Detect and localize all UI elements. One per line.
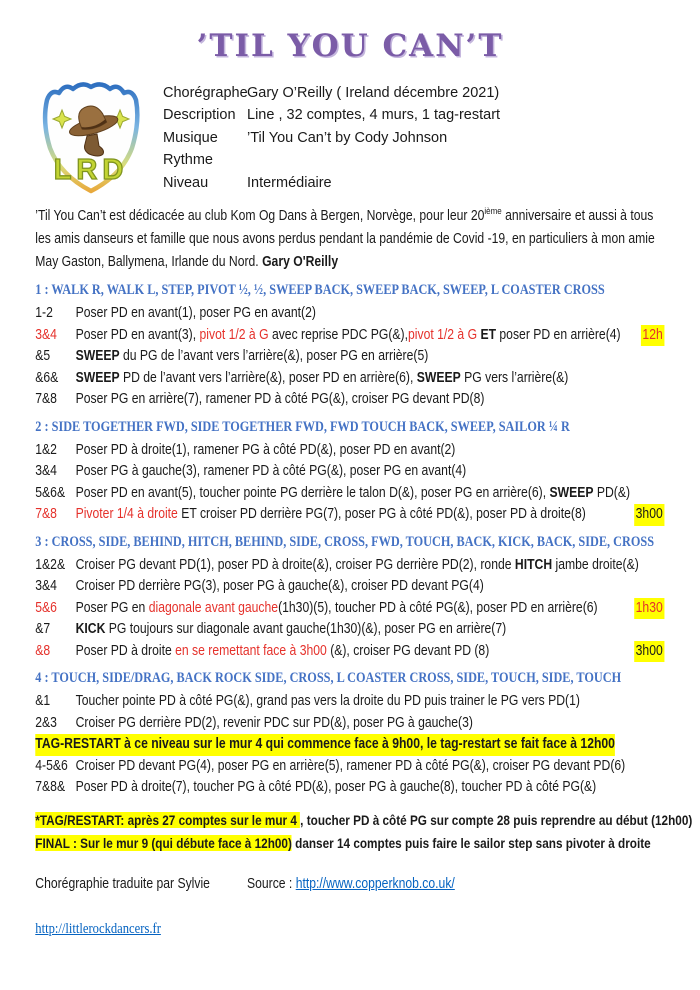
section-header: 3 : CROSS, SIDE, BEHIND, HITCH, BEHIND, SIDE, CROSS, FWD, TOUCH, BACK, KICK, BACK, SIDE, CROSS	[35, 533, 655, 550]
step-row	[35, 777, 664, 799]
text-run: PG toujours sur diagonale avant gauche(1h30)(&), poser PG en arrière(7)	[105, 621, 507, 637]
count-label: 3&4	[35, 463, 57, 479]
text-run: ET	[480, 326, 497, 343]
step-row	[35, 555, 664, 577]
count-label: 1&2&	[35, 556, 66, 573]
text-run: KICK	[75, 621, 106, 637]
meta-value: ’Til You Can’t by Cody Johnson	[247, 129, 448, 146]
text-run: avec reprise PDC PG(&),	[268, 326, 409, 343]
source-line	[247, 873, 455, 895]
meta-label: Rythme	[163, 152, 213, 169]
text-run: PD de l’avant vers l’arrière(&), poser PD en arrière(6),	[119, 369, 417, 386]
dance-section	[35, 418, 664, 526]
text-run: (&), croiser PG devant PD (8)	[326, 642, 490, 659]
section-header: 4 : TOUCH, SIDE/DRAG, BACK ROCK SIDE, CROSS, L COASTER CROSS, SIDE, TOUCH, SIDE, TOUCH	[35, 670, 622, 686]
meta-row	[163, 149, 500, 171]
count-label: 3&4	[35, 326, 57, 343]
text-run: jambe droite(&)	[552, 556, 639, 573]
count-label: 3&4	[35, 578, 57, 594]
text-run: Poser PG à gauche(3), ramener PD à côté PG(&), poser PG en avant(4)	[75, 463, 467, 479]
text-run: diagonale avant gauche	[148, 599, 279, 616]
count-label: &5	[35, 348, 51, 364]
step-text	[76, 389, 485, 411]
meta-value: Intermédiaire	[247, 174, 332, 191]
meta-row	[163, 82, 500, 104]
text-run: SWEEP	[549, 484, 594, 501]
step-row	[35, 641, 664, 663]
count-label: 7&8&	[35, 779, 66, 795]
text-run: ’Til You Can’t est dédicacée au club Kom Og Dans à Bergen, Norvège, pour leur 20	[35, 208, 485, 224]
dance-section	[35, 533, 664, 663]
facing-cue: 1h30	[634, 598, 664, 620]
text-run: Poser PD en avant(1), poser PG en avant(2)	[75, 305, 316, 321]
text-run: Toucher pointe PD à côté PG(&), grand pas vers la droite du PD puis trainer le PG vers PD(1)	[75, 693, 580, 709]
text-run: Poser PG en arrière(7), ramener PD à côté PG(&), croiser PG devant PD(8)	[75, 391, 485, 407]
text-run: , toucher PD à côté PG sur compte 28 puis reprendre au début (12h00)	[300, 811, 693, 828]
step-row	[35, 368, 664, 390]
text-run: PG vers l’arrière(&)	[460, 369, 569, 386]
step-text	[76, 691, 580, 713]
step-text	[76, 756, 626, 778]
club-logo	[35, 80, 147, 199]
text-run: SWEEP	[75, 369, 120, 386]
count-label: 7&8	[35, 391, 57, 407]
littlerockdancers-link[interactable]: http://littlerockdancers.fr	[35, 920, 161, 937]
facing-cue: 12h	[641, 325, 665, 347]
step-text	[76, 641, 490, 663]
meta-table	[163, 80, 500, 199]
text-run: HITCH	[514, 556, 553, 573]
meta-label: Niveau	[163, 174, 209, 191]
step-row	[35, 440, 664, 462]
text-run: SWEEP	[75, 348, 120, 364]
step-text	[76, 619, 507, 641]
facing-cue: 3h00	[634, 641, 664, 663]
text-run: PD(&)	[593, 484, 631, 501]
text-run: Croiser PG derrière PD(2), revenir PDC sur PD(&), poser PG à gauche(3)	[75, 714, 473, 731]
source-label: Source :	[246, 875, 296, 892]
count-label: 1&2	[35, 441, 57, 458]
text-run: Poser PD à droite(1), ramener PG à côté PD(&), poser PD en avant(2)	[75, 441, 456, 458]
header-block	[35, 80, 665, 199]
dance-section	[35, 669, 664, 799]
count-label: &7	[35, 621, 51, 637]
meta-label: Chorégraphe	[163, 85, 248, 101]
text-run: anniversaire et aussi à tous les amis danseurs et famille que nous avons perdus pendant la pandémie de Covid -19, en particuliers à mon amie May Gaston, Ballymena, Irlande du Nord.	[35, 208, 655, 270]
logo-letters: LRD	[53, 154, 129, 186]
step-text	[76, 303, 316, 325]
step-text	[76, 346, 429, 368]
step-row	[35, 598, 664, 620]
count-label: 7&8	[35, 506, 57, 522]
step-text	[76, 598, 598, 620]
step-row	[35, 713, 664, 735]
step-text	[76, 461, 467, 483]
text-run: pivot 1/2 à G	[199, 326, 269, 343]
meta-value: Gary O’Reilly ( Ireland décembre 2021)	[247, 85, 500, 101]
meta-label: Musique	[163, 129, 218, 146]
note-text: TAG-RESTART à ce niveau sur le mur 4 qui commence face à 9h00, le tag-restart se fait face à 12h00	[35, 734, 615, 756]
step-row	[35, 389, 664, 411]
step-row	[35, 576, 664, 598]
text-run: Poser PD en avant(5), toucher pointe PG derrière le talon D(&), poser PG en arrière(6),	[75, 484, 550, 501]
step-row	[35, 346, 664, 368]
step-text	[76, 325, 621, 347]
step-row	[35, 303, 664, 325]
tag-restart-block	[35, 809, 693, 855]
step-text	[76, 576, 484, 598]
dedication-paragraph	[35, 205, 664, 274]
step-text	[76, 368, 569, 390]
count-label: &1	[35, 693, 51, 709]
step-row	[35, 691, 664, 713]
count-label: 2&3	[35, 714, 57, 731]
text-run: ET croiser PD derrière PG(7), poser PG à côté PD(&), poser PD à droite(8)	[177, 506, 586, 522]
step-text	[76, 483, 630, 505]
count-label: &8	[35, 642, 51, 659]
footer-row	[35, 873, 664, 895]
text-run: Croiser PG devant PD(1), poser PD à droite(&), croiser PG derrière PD(2), ronde	[75, 556, 515, 573]
text-run: du PG de l’avant vers l’arrière(&), poser PG en arrière(5)	[119, 348, 429, 364]
step-text	[76, 777, 597, 799]
facing-cue: 3h00	[634, 504, 664, 526]
text-run: *TAG/RESTART: après 27 comptes sur le mur 4	[35, 811, 301, 828]
meta-value: Line , 32 comptes, 4 murs, 1 tag-restart	[247, 107, 501, 124]
count-label: 5&6	[35, 599, 57, 616]
text-run: ième	[484, 206, 502, 218]
text-run: (1h30)(5), toucher PD à côté PG(&), poser PD en arrière(6)	[278, 599, 598, 616]
text-run: Poser PD à droite(7), toucher PG à côté PD(&), poser PG à gauche(8), toucher PD à côté PG(&)	[75, 779, 597, 795]
step-text	[76, 504, 586, 526]
text-run: danser 14 comptes puis faire le sailor step sans pivoter à droite	[291, 834, 651, 851]
tag-note-line	[35, 832, 664, 855]
lrd-logo-icon	[35, 80, 147, 194]
step-row	[35, 619, 664, 641]
tag-note-line	[35, 809, 693, 832]
text-run: Poser PG en	[75, 599, 149, 616]
step-row	[35, 461, 664, 483]
page-title: ’TIL YOU CAN’T	[196, 28, 504, 64]
count-label: 5&6&	[35, 484, 66, 501]
meta-row	[163, 104, 500, 126]
copperknob-link[interactable]: http://www.copperknob.co.uk/	[295, 875, 455, 892]
section-header: 2 : SIDE TOGETHER FWD, SIDE TOGETHER FWD, FWD TOUCH BACK, SWEEP, SAILOR ¼ R	[35, 418, 570, 435]
text-run: Gary O'Reilly	[262, 254, 339, 270]
step-row	[35, 504, 664, 526]
section-header: 1 : WALK R, WALK L, STEP, PIVOT ½, ½, SWEEP BACK, SWEEP BACK, SWEEP, L COASTER CROSS	[35, 282, 605, 298]
count-label: &6&	[35, 369, 59, 386]
text-run: poser PD en arrière(4)	[496, 326, 621, 343]
meta-label: Description	[163, 107, 236, 124]
text-run: en se remettant face à 3h00	[175, 642, 327, 659]
text-run: pivot 1/2 à G	[408, 326, 478, 343]
step-text	[76, 713, 473, 735]
text-run: Croiser PD derrière PG(3), poser PG à gauche(&), croiser PD devant PG(4)	[75, 578, 484, 594]
text-run: FINAL : Sur le mur 9 (qui débute face à 12h00)	[35, 834, 292, 851]
count-label: 1-2	[35, 305, 53, 321]
text-run: Poser PD à droite	[75, 642, 176, 659]
step-row	[35, 756, 664, 778]
text-run: Poser PD en avant(3),	[75, 326, 200, 343]
sections-container	[35, 281, 664, 799]
text-run: SWEEP	[416, 369, 461, 386]
translation-credit: Chorégraphie traduite par Sylvie	[35, 875, 210, 892]
dance-section	[35, 281, 664, 411]
content-column	[0, 205, 700, 938]
step-row	[35, 483, 664, 505]
tag-restart-note	[35, 734, 664, 756]
text-run: Croiser PD devant PG(4), poser PG en arrière(5), ramener PD à côté PG(&), croiser PG devant PD(6)	[75, 757, 626, 774]
step-row	[35, 325, 664, 347]
meta-row	[163, 127, 500, 149]
text-run: Pivoter 1/4 à droite	[75, 506, 178, 522]
count-label: 4-5&6	[35, 757, 68, 774]
step-text	[76, 440, 456, 462]
meta-row	[163, 172, 500, 194]
step-text	[76, 555, 639, 577]
